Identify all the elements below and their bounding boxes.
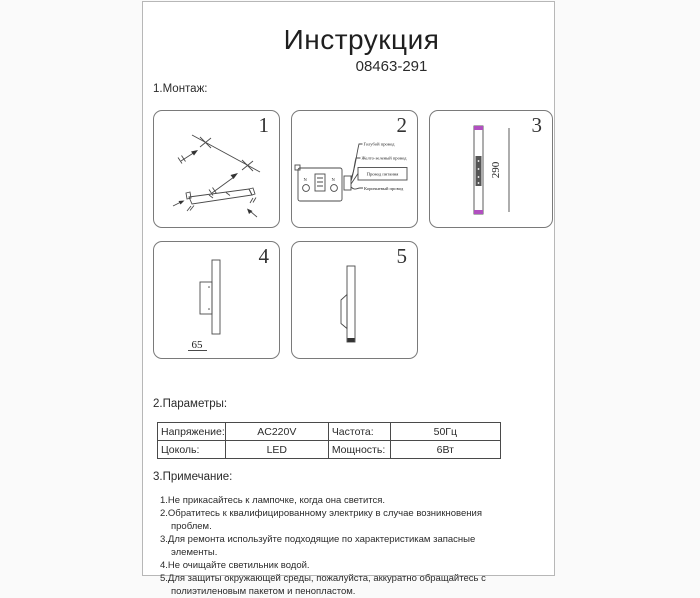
wire-label-brown: Коричневый провод bbox=[364, 185, 404, 191]
param-label: Мощность: bbox=[328, 441, 390, 459]
lamp-body-side-icon bbox=[212, 260, 220, 334]
terminal-n-label: N bbox=[331, 177, 335, 182]
note-item: 3.Для ремонта используйте подходящие по характеристикам запасные элементы. bbox=[160, 534, 476, 558]
wire-label-power: Провод питания bbox=[366, 171, 399, 177]
driver-box-icon bbox=[295, 165, 351, 201]
lamp-cap-top bbox=[474, 126, 483, 130]
diagram-box-5 bbox=[291, 241, 418, 359]
lamp-tip bbox=[348, 338, 355, 342]
page-title: Инструкция bbox=[283, 24, 440, 55]
notes-list bbox=[160, 494, 522, 598]
lamp-led-strip-icon bbox=[476, 156, 482, 186]
step-number: 1 bbox=[258, 113, 269, 137]
diagram-box-1 bbox=[153, 110, 280, 228]
model-number: 08463-291 bbox=[355, 58, 428, 75]
table-row bbox=[158, 423, 501, 441]
terminal-n-label: N bbox=[303, 177, 307, 182]
step-number: 4 bbox=[258, 244, 269, 268]
bracket-screw-icon bbox=[173, 201, 257, 218]
step-number: 5 bbox=[396, 244, 407, 268]
lamp-body-icon bbox=[347, 266, 355, 342]
table-row bbox=[158, 441, 501, 459]
wall-bracket-icon bbox=[341, 295, 347, 329]
section-montage-label: 1.Монтаж: bbox=[153, 83, 208, 95]
wires-icon bbox=[351, 144, 363, 189]
param-label: Цоколь: bbox=[158, 441, 226, 459]
param-label: Частота: bbox=[328, 423, 390, 441]
wall-line-icon bbox=[192, 135, 260, 172]
param-label: Напряжение: bbox=[158, 423, 226, 441]
dimension-depth: 65 bbox=[191, 339, 203, 351]
note-item: 1.Не прикасайтесь к лампочке, когда она светится. bbox=[160, 495, 386, 506]
param-value: LED bbox=[225, 441, 328, 459]
wire-label-yellow-green: Желто-зеленый провод bbox=[361, 155, 407, 161]
note-item: 5.Для защиты окружающей среды, пожалуйста, аккуратно обращайтесь с полиэтиленовым пакетом и пенопластом. bbox=[160, 573, 486, 597]
section-params-label: 2.Параметры: bbox=[153, 398, 228, 410]
dimension-height: 290 bbox=[490, 161, 502, 179]
instruction-page bbox=[142, 1, 555, 597]
step-number: 3 bbox=[531, 113, 542, 137]
bracket-side-icon bbox=[200, 282, 212, 314]
param-value: 50Гц bbox=[390, 423, 500, 441]
diagram-box-2 bbox=[291, 110, 418, 228]
wire-label-blue: Голубой провод bbox=[363, 141, 395, 147]
parameters-table bbox=[157, 422, 501, 459]
screw-icon bbox=[178, 150, 238, 196]
param-value: AC220V bbox=[225, 423, 328, 441]
step-number: 2 bbox=[396, 113, 407, 137]
note-item: 4.Не очищайте светильник водой. bbox=[160, 560, 310, 571]
mounting-bracket-icon bbox=[186, 188, 256, 211]
lamp-cap-bottom bbox=[474, 210, 483, 214]
note-item: 2.Обратитесь к квалифицированному электрику в случае возникновения проблем. bbox=[160, 508, 482, 532]
diagram-box-4 bbox=[153, 241, 280, 359]
section-notes-label: 3.Примечание: bbox=[153, 471, 233, 483]
diagram-box-3 bbox=[429, 110, 553, 228]
param-value: 6Вт bbox=[390, 441, 500, 459]
